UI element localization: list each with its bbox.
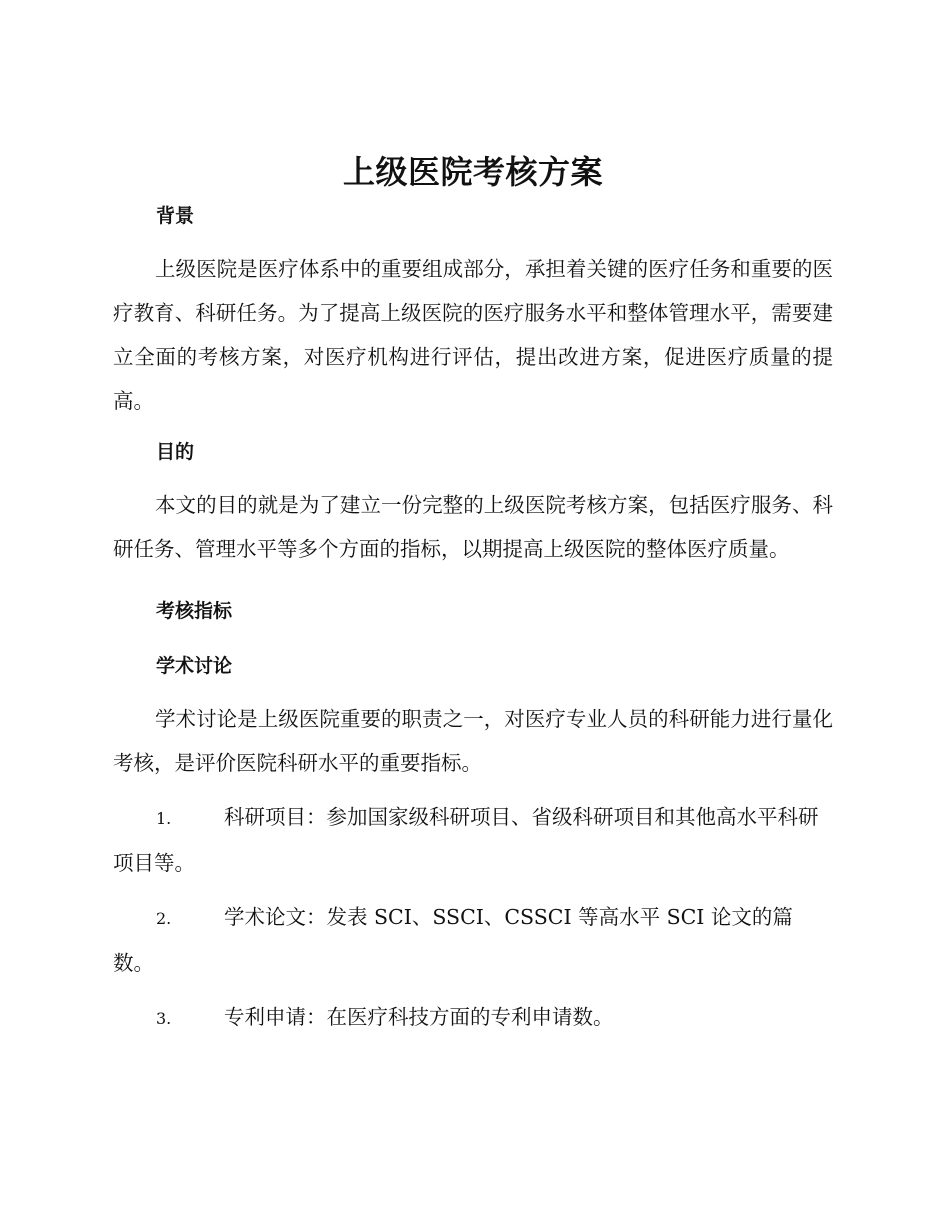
list-item-number: 3. <box>156 1009 172 1028</box>
list-item <box>113 995 833 1041</box>
background-paragraph: 上级医院是医疗体系中的重要组成部分，承担着关键的医疗任务和重要的医疗教育、科研任务。为了提高上级医院的医疗服务水平和整体管理水平，需要建立全面的考核方案，对医疗机构进行评估，提出改进方案，促进医疗质量的提高。 <box>113 257 833 413</box>
list-item-text: 专利申请：在医疗科技方面的专利申请数。 <box>224 1005 614 1029</box>
section-heading-academic: 学术讨论 <box>156 655 233 677</box>
section-heading-indicators: 考核指标 <box>156 600 233 622</box>
purpose-paragraph: 本文的目的就是为了建立一份完整的上级医院考核方案，包括医疗服务、科研任务、管理水平等多个方面的指标，以期提高上级医院的整体医疗质量。 <box>113 493 833 561</box>
document-title: 上级医院考核方案 <box>342 153 603 191</box>
section-heading-background: 背景 <box>156 205 195 227</box>
list-item-text: 科研项目：参加国家级科研项目、省级科研项目和其他高水平科研项目等。 <box>113 805 819 875</box>
document-body <box>113 150 833 1041</box>
list-item <box>113 895 833 985</box>
section-heading-purpose: 目的 <box>156 441 195 463</box>
list-item-number: 2. <box>156 909 172 928</box>
list-item-number: 1. <box>156 809 172 828</box>
academic-indicator-list <box>113 795 833 1041</box>
list-item <box>113 795 833 885</box>
academic-paragraph: 学术讨论是上级医院重要的职责之一，对医疗专业人员的科研能力进行量化考核，是评价医院科研水平的重要指标。 <box>113 707 833 775</box>
list-item-text: 学术论文：发表 SCI、SSCI、CSSCI 等高水平 SCI 论文的篇数。 <box>113 905 793 975</box>
